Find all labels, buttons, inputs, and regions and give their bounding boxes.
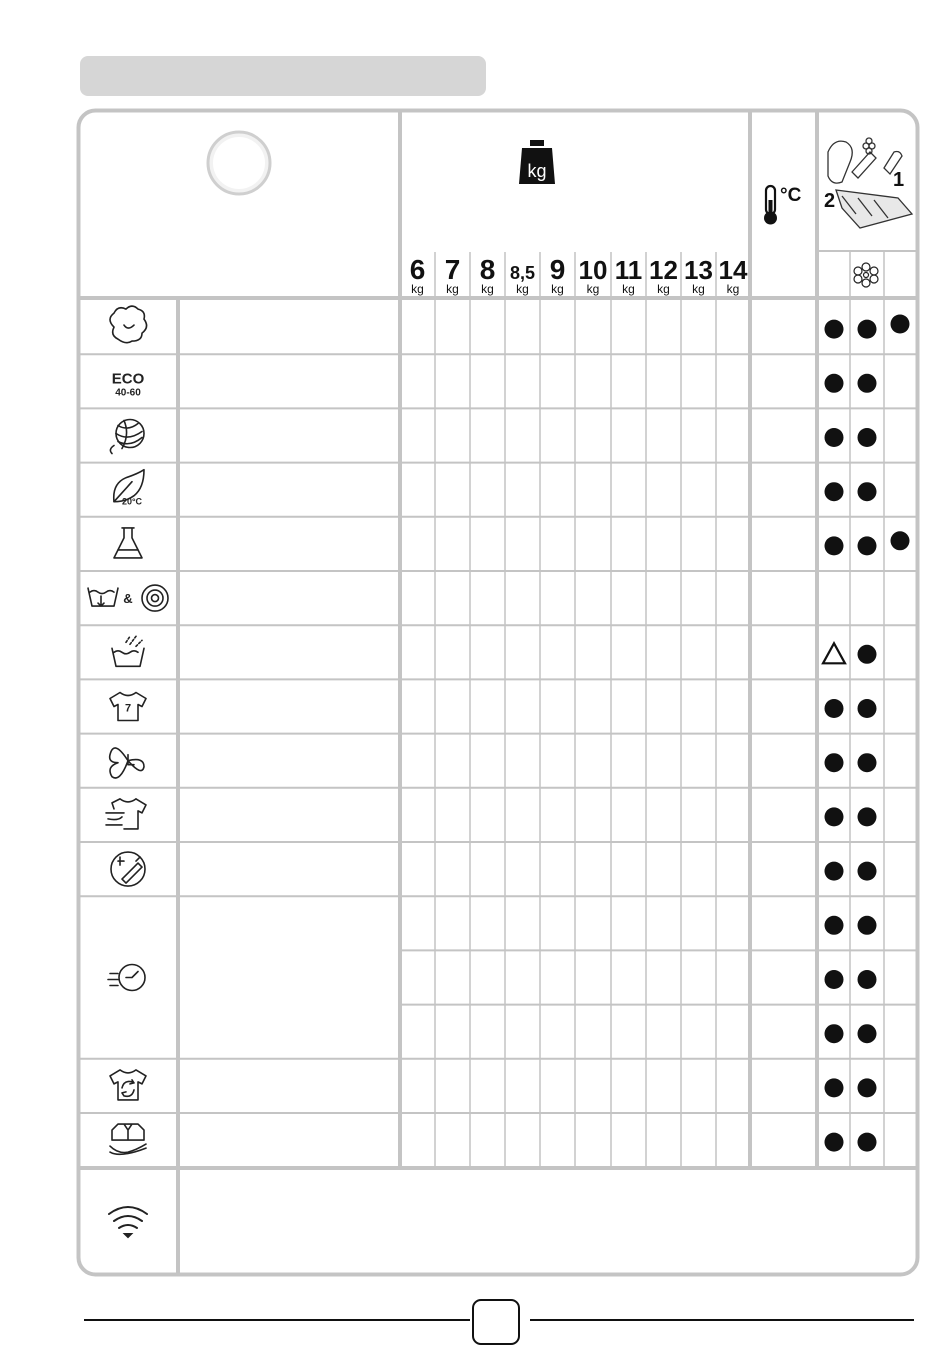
load-weight-unit: kg <box>622 282 635 296</box>
load-weight-unit: kg <box>657 282 670 296</box>
sport-air-icon <box>106 799 146 829</box>
shirt-7-icon <box>110 693 146 721</box>
load-weight-unit: kg <box>446 282 459 296</box>
filled-dot-mark <box>825 374 844 393</box>
temperature-unit: °C <box>780 185 802 206</box>
filled-dot-mark <box>858 645 877 664</box>
svg-text:ECO: ECO <box>111 370 145 388</box>
filled-dot-mark <box>891 531 910 550</box>
load-weight-value: 9 <box>549 254 566 285</box>
filled-dot-mark <box>858 970 877 989</box>
mixed-refresh-icon <box>110 1070 146 1100</box>
load-weight-value: 13 <box>684 255 713 285</box>
baby-care-icon <box>111 852 145 886</box>
load-weight-unit: kg <box>411 282 424 296</box>
softener-flower-icon <box>854 263 878 287</box>
triangle-mark <box>823 643 845 663</box>
load-weight-value: 10 <box>578 255 608 285</box>
program-knob-icon <box>208 132 270 194</box>
compartment-1-label: 1 <box>893 169 905 191</box>
cotton-icon <box>110 306 147 343</box>
filled-dot-mark <box>858 862 877 881</box>
footer-rule-left <box>84 1319 470 1321</box>
delicates-butterfly-icon <box>110 748 144 778</box>
filled-dot-mark <box>858 699 877 718</box>
load-weight-value: 14 <box>718 255 748 285</box>
load-weight-value: 6 <box>409 254 426 285</box>
filled-dot-mark <box>858 807 877 826</box>
filled-dot-mark <box>891 315 910 334</box>
filled-dot-mark <box>858 374 877 393</box>
load-weight-unit: kg <box>692 282 705 296</box>
filled-dot-mark <box>858 1078 877 1097</box>
load-weight-value: 8 <box>479 254 496 285</box>
filled-dot-mark <box>858 1133 877 1152</box>
shirts-hand-icon <box>110 1124 146 1154</box>
filled-dot-mark <box>825 916 844 935</box>
eco-40-60-icon <box>112 370 145 398</box>
hand-wash-spray-icon <box>112 636 144 666</box>
wifi-icon <box>109 1207 147 1237</box>
load-weight-value: 11 <box>614 255 643 285</box>
compartment-2-label: 2 <box>824 190 836 212</box>
load-weight-value: 12 <box>649 255 678 285</box>
hygiene-flask-icon <box>114 528 142 558</box>
load-weight-unit: kg <box>551 282 564 296</box>
filled-dot-mark <box>825 807 844 826</box>
filled-dot-mark <box>825 320 844 339</box>
filled-dot-mark <box>825 1133 844 1152</box>
svg-text:kg: kg <box>527 161 547 181</box>
filled-dot-mark <box>858 320 877 339</box>
filled-dot-mark <box>825 1078 844 1097</box>
filled-dot-mark <box>825 970 844 989</box>
filled-dot-mark <box>858 1024 877 1043</box>
filled-dot-mark <box>858 753 877 772</box>
svg-text:7: 7 <box>124 702 132 715</box>
footer-rule-right <box>530 1319 914 1321</box>
filled-dot-mark <box>825 753 844 772</box>
filled-dot-mark <box>858 916 877 935</box>
filled-dot-mark <box>858 536 877 555</box>
filled-dot-mark <box>825 482 844 501</box>
page-number-box <box>472 1299 520 1345</box>
wool-icon <box>110 420 144 454</box>
load-weight-value: 8,5 <box>509 263 536 283</box>
load-weight-unit: kg <box>586 282 600 296</box>
table-frame <box>79 111 918 1275</box>
grid-line <box>0 0 178 300</box>
cold-20c-icon <box>114 470 144 507</box>
svg-text:&: & <box>123 591 133 607</box>
rinse-and-spin-icon <box>88 585 168 611</box>
filled-dot-mark <box>825 1024 844 1043</box>
svg-text:40-60: 40-60 <box>115 387 141 399</box>
load-weight-unit: kg <box>516 282 529 296</box>
filled-dot-mark <box>858 482 877 501</box>
filled-dot-mark <box>825 699 844 718</box>
load-weight-unit: kg <box>481 282 494 296</box>
thermometer-icon <box>764 186 777 225</box>
rapid-timer-icon <box>108 965 145 991</box>
filled-dot-mark <box>825 862 844 881</box>
filled-dot-mark <box>825 428 844 447</box>
filled-dot-mark <box>825 536 844 555</box>
load-weight-unit: kg <box>726 282 740 296</box>
filled-dot-mark <box>858 428 877 447</box>
load-weight-icon <box>519 140 555 184</box>
svg-text:20°C: 20°C <box>121 496 143 507</box>
load-weight-value: 7 <box>444 254 461 285</box>
